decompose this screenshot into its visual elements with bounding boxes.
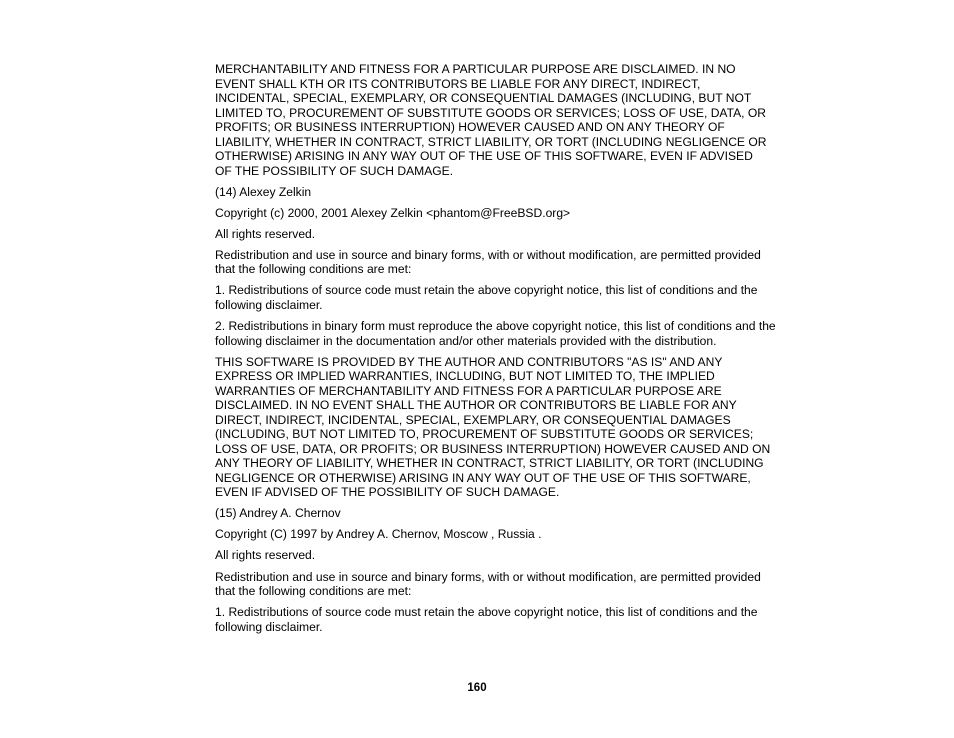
- paragraph: [215, 319, 827, 348]
- text-line: THIS SOFTWARE IS PROVIDED BY THE AUTHOR AND CONTRIBUTORS "AS IS" AND ANY: [215, 354, 723, 369]
- text-line: that the following conditions are met:: [215, 584, 412, 599]
- paragraph: [215, 227, 827, 242]
- paragraph: [215, 283, 827, 312]
- paragraph: [215, 206, 827, 221]
- text-line: EVEN IF ADVISED OF THE POSSIBILITY OF SUCH DAMAGE.: [215, 485, 560, 500]
- text-line: ANY THEORY OF LIABILITY, WHETHER IN CONTRACT, STRICT LIABILITY, OR TORT (INCLUDING: [215, 456, 764, 471]
- text-line: LOSS OF USE, DATA, OR PROFITS; OR BUSINESS INTERRUPTION) HOWEVER CAUSED AND ON: [215, 441, 771, 456]
- paragraph: [215, 248, 827, 277]
- paragraph: [215, 605, 827, 634]
- text-line: 1. Redistributions of source code must retain the above copyright notice, this list of conditions and the: [215, 283, 758, 298]
- page-number: 160: [467, 682, 487, 694]
- paragraph: [215, 506, 827, 521]
- paragraph: [215, 355, 827, 500]
- text-line: (INCLUDING, BUT NOT LIMITED TO, PROCUREMENT OF SUBSTITUTE GOODS OR SERVICES;: [215, 427, 754, 442]
- text-line: Redistribution and use in source and binary forms, with or without modification, are permitted provided: [215, 569, 761, 584]
- text-line: (15) Andrey A. Chernov: [215, 506, 341, 521]
- text-line: LIMITED TO, PROCUREMENT OF SUBSTITUTE GOODS OR SERVICES; LOSS OF USE, DATA, OR: [215, 105, 767, 120]
- text-line: All rights reserved.: [215, 226, 316, 241]
- text-line: All rights reserved.: [215, 548, 316, 563]
- paragraph: [215, 185, 827, 200]
- document-body: [215, 62, 827, 641]
- text-line: MERCHANTABILITY AND FITNESS FOR A PARTICULAR PURPOSE ARE DISCLAIMED. IN NO: [215, 62, 736, 76]
- text-line: Redistribution and use in source and binary forms, with or without modification, are permitted provided: [215, 247, 761, 262]
- paragraph: [215, 570, 827, 599]
- text-line: 1. Redistributions of source code must retain the above copyright notice, this list of conditions and the: [215, 605, 758, 620]
- text-line: WARRANTIES OF MERCHANTABILITY AND FITNESS FOR A PARTICULAR PURPOSE ARE: [215, 383, 722, 398]
- text-line: INCIDENTAL, SPECIAL, EXEMPLARY, OR CONSEQUENTIAL DAMAGES (INCLUDING, BUT NOT: [215, 91, 752, 105]
- text-line: following disclaimer.: [215, 297, 323, 312]
- text-line: following disclaimer in the documentation and/or other materials provided with the distribution.: [215, 333, 717, 348]
- text-line: OF THE POSSIBILITY OF SUCH DAMAGE.: [215, 163, 454, 178]
- text-line: Copyright (c) 2000, 2001 Alexey Zelkin <phantom@FreeBSD.org>: [215, 205, 571, 220]
- text-line: NEGLIGENCE OR OTHERWISE) ARISING IN ANY WAY OUT OF THE USE OF THIS SOFTWARE,: [215, 470, 751, 485]
- text-line: Copyright (C) 1997 by Andrey A. Chernov, Moscow , Russia .: [215, 527, 542, 542]
- text-line: 2. Redistributions in binary form must reproduce the above copyright notice, this list of conditions and the: [215, 319, 776, 334]
- paragraph: [215, 548, 827, 563]
- text-line: (14) Alexey Zelkin: [215, 184, 312, 199]
- paragraph: [215, 527, 827, 542]
- text-line: following disclaimer.: [215, 619, 323, 634]
- text-line: that the following conditions are met:: [215, 262, 412, 277]
- text-line: EVENT SHALL KTH OR ITS CONTRIBUTORS BE LIABLE FOR ANY DIRECT, INDIRECT,: [215, 76, 701, 91]
- text-line: DIRECT, INDIRECT, INCIDENTAL, SPECIAL, EXEMPLARY, OR CONSEQUENTIAL DAMAGES: [215, 412, 731, 427]
- text-line: PROFITS; OR BUSINESS INTERRUPTION) HOWEVER CAUSED AND ON ANY THEORY OF: [215, 120, 725, 134]
- text-line: LIABILITY, WHETHER IN CONTRACT, STRICT LIABILITY, OR TORT (INCLUDING NEGLIGENCE OR: [215, 134, 767, 149]
- text-line: EXPRESS OR IMPLIED WARRANTIES, INCLUDING, BUT NOT LIMITED TO, THE IMPLIED: [215, 369, 715, 384]
- text-line: DISCLAIMED. IN NO EVENT SHALL THE AUTHOR OR CONTRIBUTORS BE LIABLE FOR ANY: [215, 398, 737, 413]
- paragraph: [215, 62, 827, 178]
- text-line: OTHERWISE) ARISING IN ANY WAY OUT OF THE USE OF THIS SOFTWARE, EVEN IF ADVISED: [215, 149, 753, 163]
